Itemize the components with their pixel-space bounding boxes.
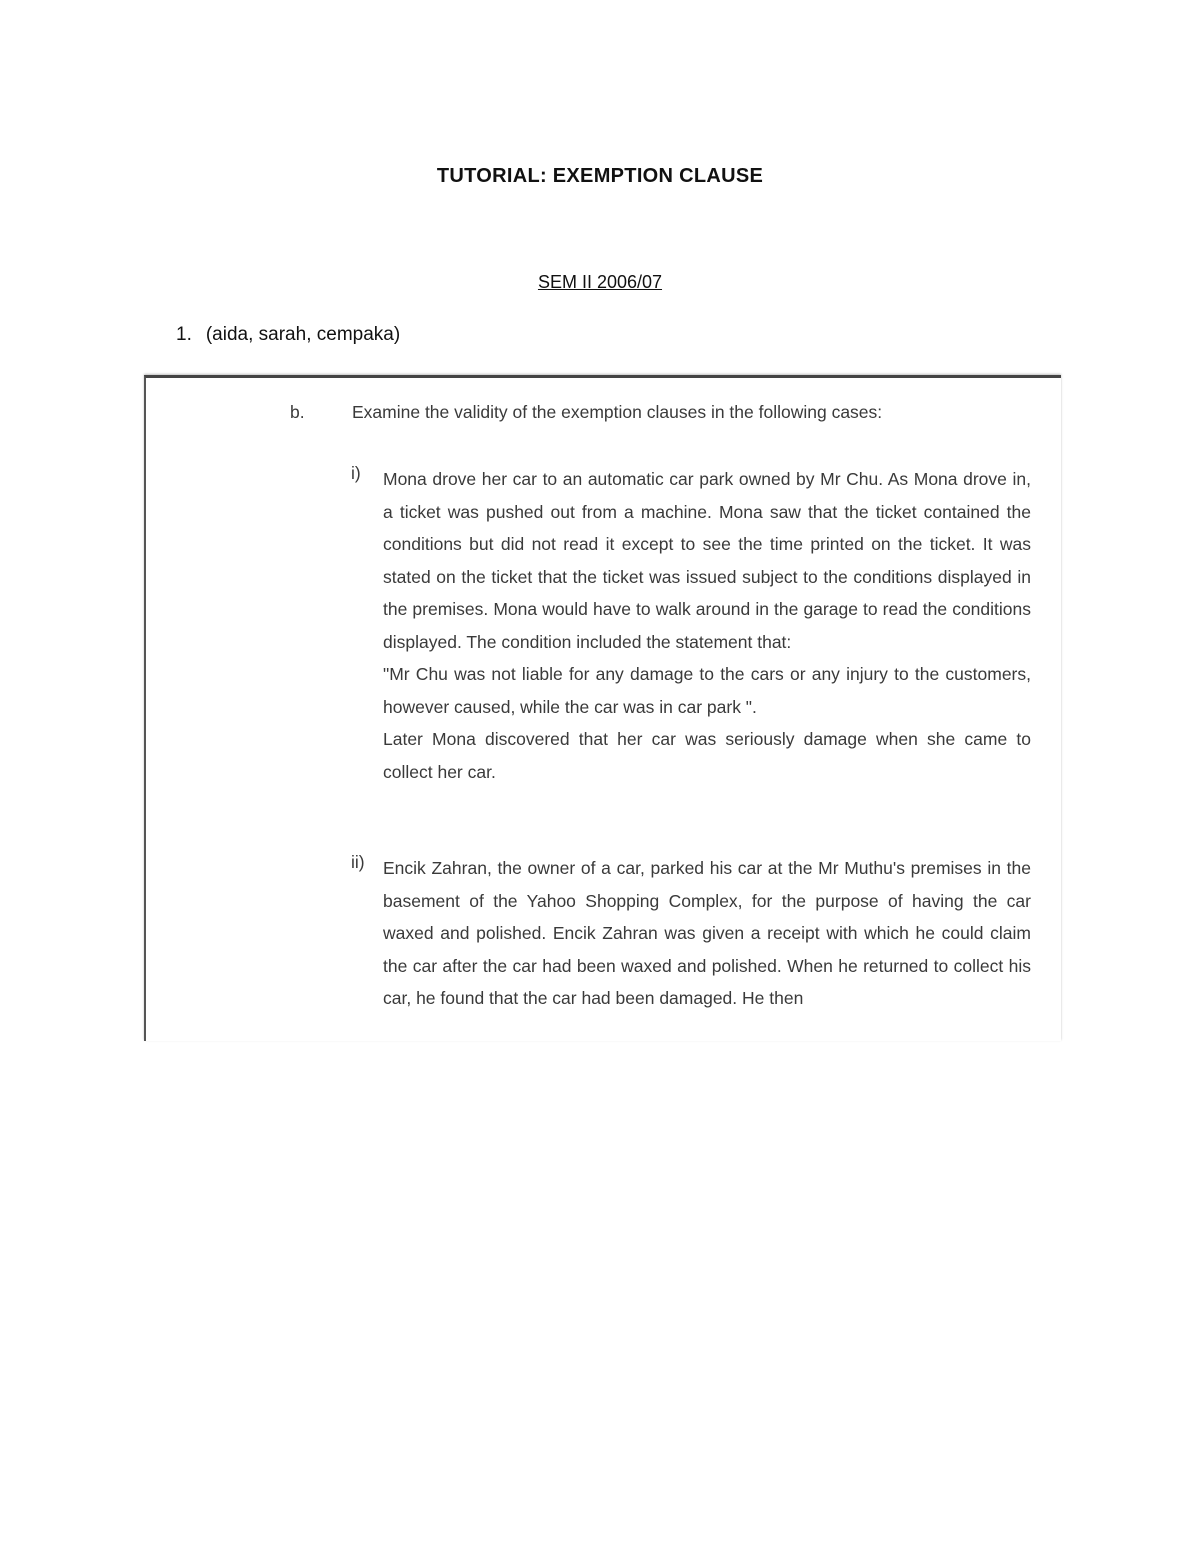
- document-title: TUTORIAL: EXEMPTION CLAUSE: [436, 165, 764, 187]
- scanned-excerpt: [144, 375, 1061, 1041]
- case-i-body: [383, 463, 1031, 788]
- part-label: b.: [290, 402, 305, 422]
- case-ii-label: ii): [351, 852, 365, 872]
- case-i-paragraph-1: Mona drove her car to an automatic car park owned by Mr Chu. As Mona drove in, a ticket was pushed out from a machine. Mona saw that the ticket contained the conditions but did not read it except to see the time printed on the ticket. It was stated on the ticket that the ticket was issued subject to the conditions displayed in the premises. Mona would have to walk around in the garage to read the conditions displayed. The condition included the statement that:: [383, 469, 1031, 652]
- numbered-item: [176, 324, 400, 346]
- case-ii-paragraph-1: Encik Zahran, the owner of a car, parked his car at the Mr Muthu's premises in the basement of the Yahoo Shopping Complex, for the purpose of having the car waxed and polished. Encik Zahran was given a receipt with which he could claim the car after the car had been waxed and polished. When he returned to collect his car, he found that the car had been damaged. He then: [383, 858, 1031, 1008]
- semester-heading: SEM II 2006/07: [537, 272, 663, 292]
- item-number: 1.: [176, 324, 192, 345]
- case-i-paragraph-2: "Mr Chu was not liable for any damage to the cars or any injury to the customers, however caused, while the car was in car park ".: [383, 664, 1031, 717]
- case-i-label: i): [351, 463, 361, 483]
- part-instruction: Examine the validity of the exemption clauses in the following cases:: [352, 402, 883, 422]
- case-ii-body: [383, 852, 1031, 1015]
- item-names: (aida, sarah, cempaka): [205, 324, 401, 345]
- case-i-paragraph-3: Later Mona discovered that her car was seriously damage when she came to collect her car.: [383, 729, 1031, 782]
